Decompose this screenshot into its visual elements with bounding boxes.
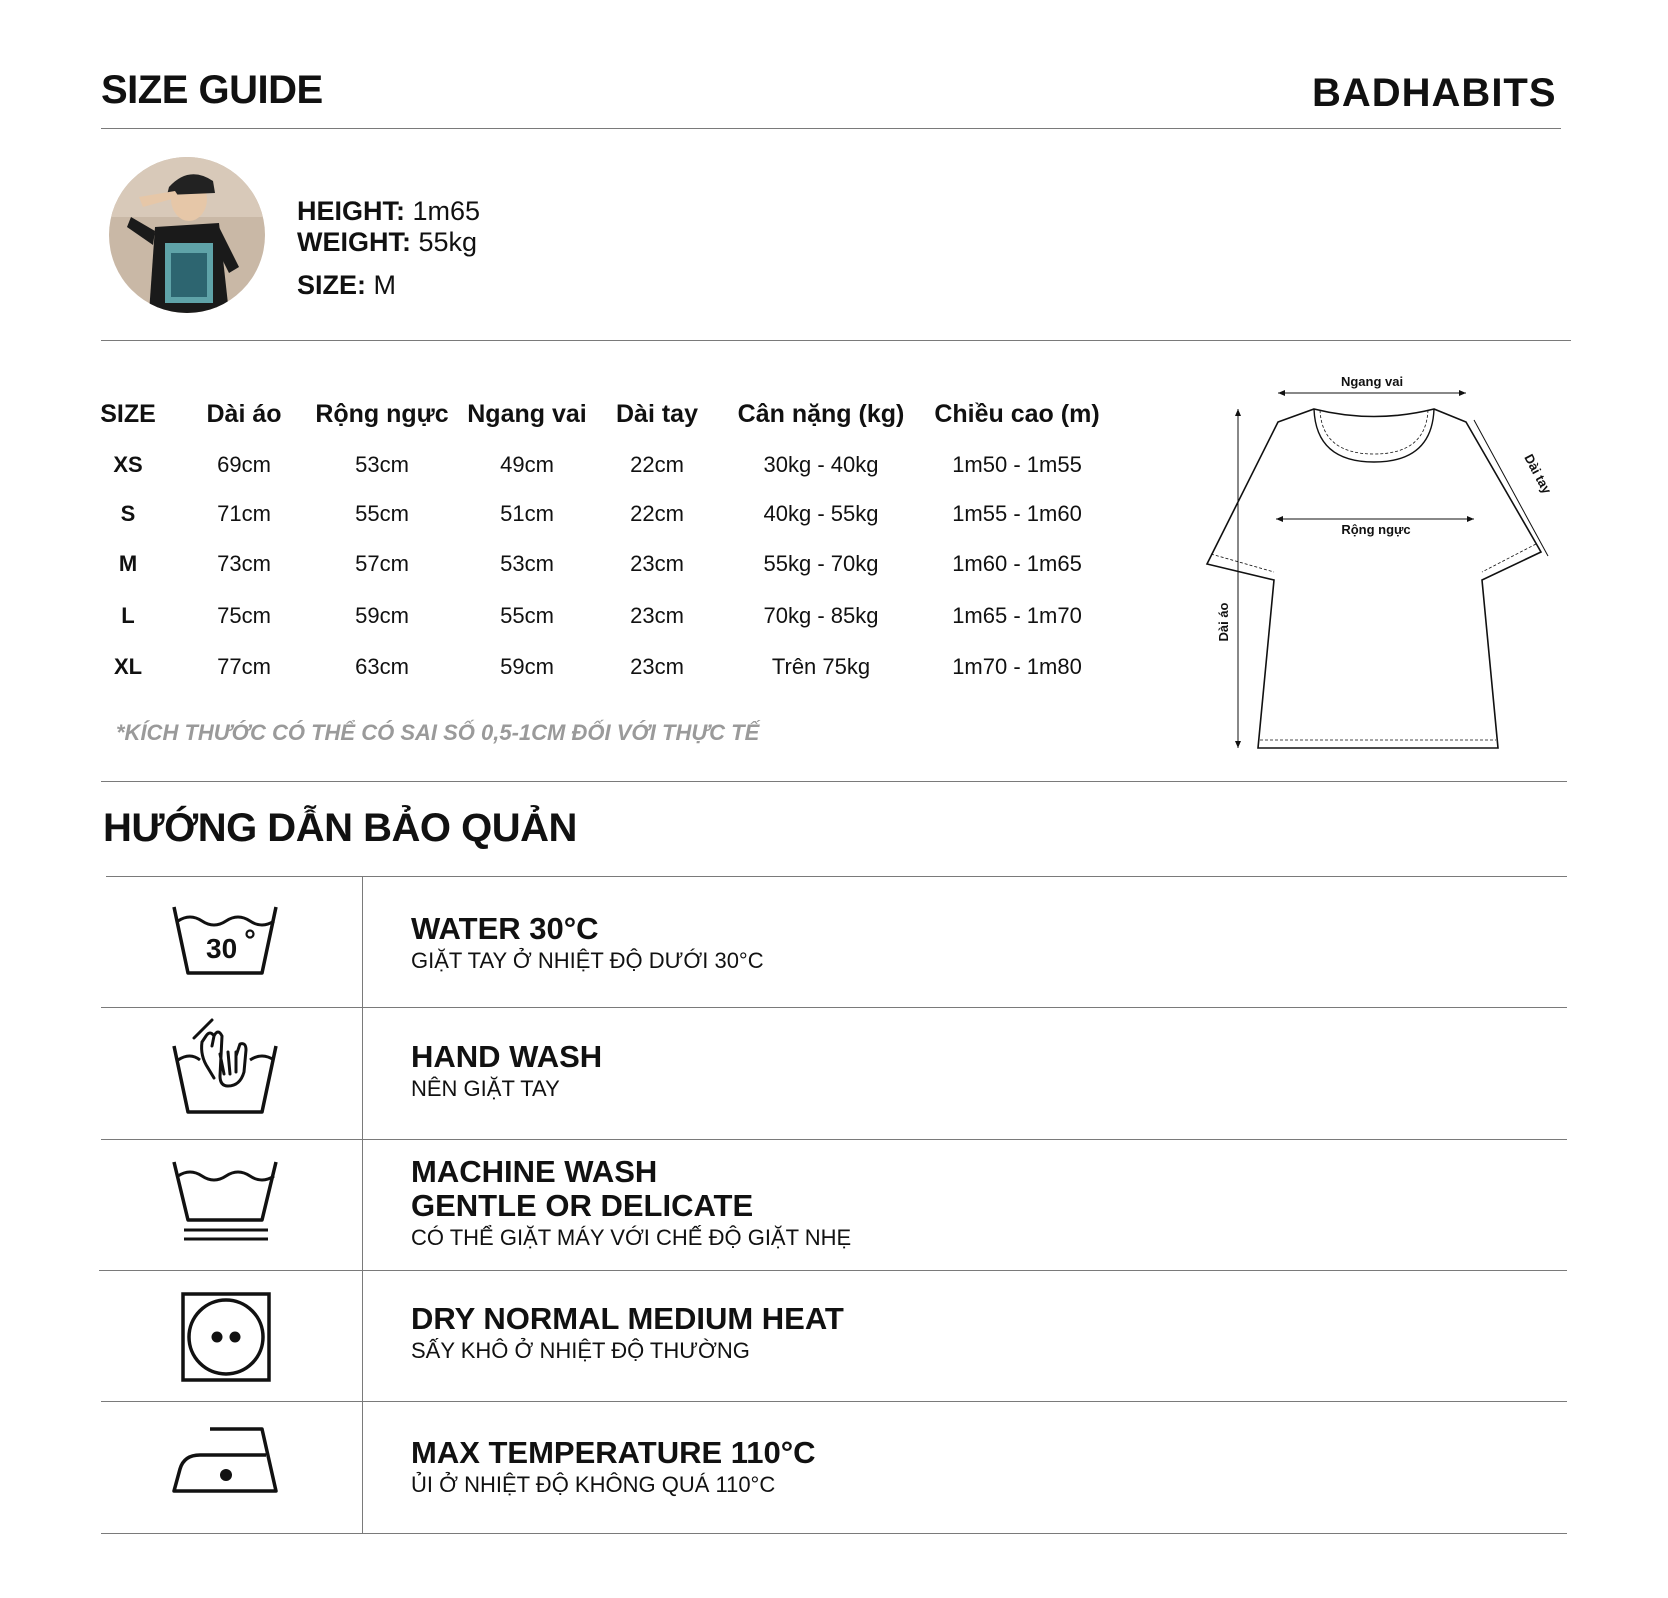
size-disclaimer: *KÍCH THƯỚC CÓ THỂ CÓ SAI SỐ 0,5-1CM ĐỐI VỚI THỰC TẾ <box>116 720 760 745</box>
diagram-length-label: Dài áo <box>1216 602 1231 642</box>
table-cell: 53cm <box>500 551 554 576</box>
iron-low-icon <box>170 1425 282 1495</box>
size-label: SIZE: <box>297 270 367 300</box>
table-cell: XL <box>113 654 143 679</box>
model-size <box>297 269 396 301</box>
care-column-divider <box>362 876 363 1533</box>
care-item-subtitle: GIẶT TAY Ở NHIỆT ĐỘ DƯỚI 30°C <box>411 948 764 973</box>
col-header-size: SIZE <box>100 400 156 428</box>
model-divider <box>101 340 1571 341</box>
weight-label: WEIGHT: <box>297 227 411 257</box>
table-cell: 23cm <box>630 551 684 576</box>
care-divider <box>101 1401 1567 1402</box>
care-divider <box>99 1270 1567 1271</box>
wash-30-icon <box>170 903 282 977</box>
table-cell: 71cm <box>217 501 271 526</box>
table-cell: 55cm <box>500 603 554 628</box>
page-title: SIZE GUIDE <box>101 68 323 112</box>
table-cell: 51cm <box>500 501 554 526</box>
tshirt-measurement-diagram <box>1196 364 1571 754</box>
table-cell: S <box>120 501 136 526</box>
diagram-shoulder-label: Ngang vai <box>1340 374 1404 389</box>
table-cell: 23cm <box>630 603 684 628</box>
table-cell: 55cm <box>355 501 409 526</box>
care-item-subtitle: NÊN GIẶT TAY <box>411 1076 560 1101</box>
care-item-subtitle: ỦI Ở NHIỆT ĐỘ KHÔNG QUÁ 110°C <box>411 1472 776 1497</box>
col-header-sleeve: Dài tay <box>616 400 698 428</box>
table-cell: 69cm <box>217 452 271 477</box>
table-cell: 23cm <box>630 654 684 679</box>
table-cell: 57cm <box>355 551 409 576</box>
table-cell: 1m55 - 1m60 <box>952 501 1082 526</box>
table-cell: 63cm <box>355 654 409 679</box>
header-divider <box>101 128 1561 129</box>
table-cell: 1m60 - 1m65 <box>952 551 1082 576</box>
care-item-water <box>411 912 764 974</box>
col-header-weight: Cân nặng (kg) <box>737 400 905 428</box>
table-cell: 75cm <box>217 603 271 628</box>
care-item-title: WATER 30°C <box>411 911 599 946</box>
care-item-subtitle: CÓ THỂ GIẶT MÁY VỚI CHẾ ĐỘ GIẶT NHẸ <box>411 1225 852 1250</box>
care-divider <box>101 1139 1567 1140</box>
care-title: HƯỚNG DẪN BẢO QUẢN <box>103 806 577 850</box>
table-cell: 1m65 - 1m70 <box>952 603 1082 628</box>
table-cell: 40kg - 55kg <box>763 501 879 526</box>
brand-logo: BADHABITS <box>1312 71 1557 115</box>
care-item-title: MAX TEMPERATURE 110°C <box>411 1435 816 1470</box>
care-divider-bottom <box>101 1533 1567 1534</box>
tumble-dry-medium-icon <box>180 1291 272 1383</box>
table-cell: XS <box>113 452 143 477</box>
table-cell: 1m70 - 1m80 <box>952 654 1082 679</box>
care-item-machine-wash <box>411 1155 851 1251</box>
table-cell: M <box>118 551 138 576</box>
diagram-chest-label: Rộng ngực <box>1341 522 1411 537</box>
size-section-divider <box>101 781 1567 782</box>
machine-wash-gentle-icon <box>170 1158 282 1244</box>
height-value: 1m65 <box>412 196 481 226</box>
model-avatar <box>109 157 265 313</box>
table-cell: 77cm <box>217 654 271 679</box>
table-cell: 30kg - 40kg <box>763 452 879 477</box>
col-header-height: Chiều cao (m) <box>934 400 1100 428</box>
table-cell: 59cm <box>355 603 409 628</box>
model-height <box>297 195 480 227</box>
care-item-hand-wash <box>411 1040 602 1102</box>
model-weight <box>297 226 477 258</box>
table-cell: 73cm <box>217 551 271 576</box>
care-item-title: HAND WASH <box>411 1039 603 1074</box>
table-cell: Trên 75kg <box>771 654 871 679</box>
col-header-shoulder: Ngang vai <box>467 400 587 428</box>
diagram-sleeve-label: Dài tay <box>1521 451 1555 497</box>
table-cell: 70kg - 85kg <box>763 603 879 628</box>
col-header-chest: Rộng ngực <box>315 400 449 428</box>
weight-value: 55kg <box>418 227 478 257</box>
height-label: HEIGHT: <box>297 196 405 226</box>
care-divider-top <box>106 876 1567 877</box>
table-cell: 1m50 - 1m55 <box>952 452 1082 477</box>
table-cell: 59cm <box>500 654 554 679</box>
care-item-title-line2: GENTLE OR DELICATE <box>411 1188 754 1223</box>
table-cell: L <box>121 603 135 628</box>
care-item-iron <box>411 1436 816 1498</box>
table-cell: 55kg - 70kg <box>763 551 879 576</box>
care-item-subtitle: SẤY KHÔ Ở NHIỆT ĐỘ THƯỜNG <box>411 1338 750 1363</box>
wash-temp-label: 30 <box>206 933 238 964</box>
table-cell: 53cm <box>355 452 409 477</box>
table-cell: 22cm <box>630 452 684 477</box>
care-item-dry <box>411 1302 844 1364</box>
hand-wash-icon <box>170 1016 282 1116</box>
table-cell: 49cm <box>500 452 554 477</box>
col-header-length: Dài áo <box>206 400 282 428</box>
care-divider <box>101 1007 1567 1008</box>
care-item-title: MACHINE WASH <box>411 1154 658 1189</box>
table-cell: 22cm <box>630 501 684 526</box>
care-item-title: DRY NORMAL MEDIUM HEAT <box>411 1301 844 1336</box>
size-value: M <box>373 270 397 300</box>
